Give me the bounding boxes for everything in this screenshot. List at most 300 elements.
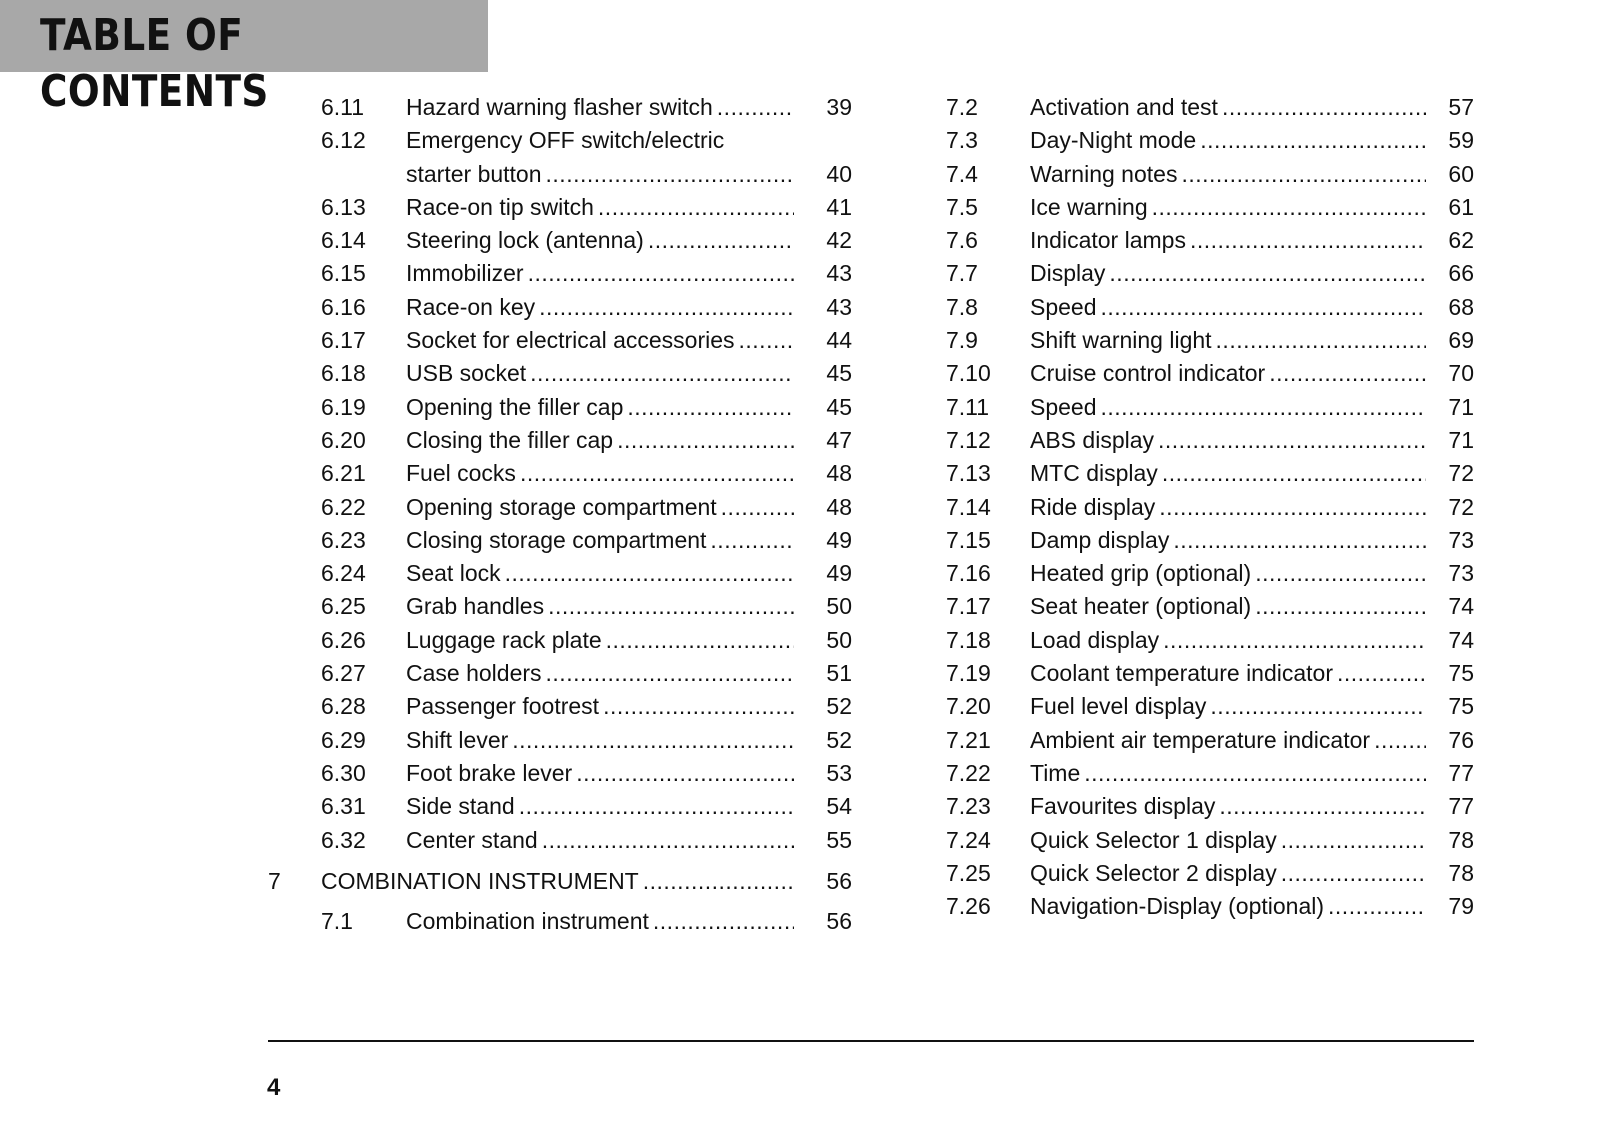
toc-page-number: 78	[1448, 826, 1474, 853]
toc-page-number: 75	[1448, 660, 1474, 687]
toc-page-number: 45	[826, 360, 852, 387]
toc-entry-title-wrap	[1030, 724, 1430, 757]
toc-entry-title-wrap	[406, 905, 798, 938]
toc-entry-number: 6.19	[321, 393, 366, 420]
toc-entry-number: 6.16	[321, 293, 366, 320]
toc-entry[interactable]	[268, 905, 852, 938]
toc-entry[interactable]	[946, 91, 1474, 124]
toc-entry-title-wrap	[406, 91, 798, 124]
toc-entry-title: Opening storage compartment	[406, 493, 717, 520]
toc-page-number: 74	[1448, 593, 1474, 620]
toc-page-number: 49	[826, 560, 852, 587]
toc-entry-title: Closing storage compartment	[406, 526, 707, 553]
toc-entry-number: 7.3	[946, 127, 978, 154]
toc-entry-title: Navigation-Display (optional)	[1030, 893, 1325, 920]
toc-entry[interactable]	[268, 391, 852, 424]
toc-entry-title-wrap	[1030, 890, 1430, 923]
toc-entry-number: 7.16	[946, 560, 991, 587]
toc-entry-title: Steering lock (antenna)	[406, 227, 644, 254]
toc-page-number: 48	[826, 493, 852, 520]
toc-entry-title-wrap	[406, 124, 798, 157]
toc-leader-dots	[1337, 657, 1426, 690]
toc-page-number: 71	[1448, 426, 1474, 453]
toc-page-number: 55	[826, 826, 852, 853]
toc-entry[interactable]	[946, 590, 1474, 623]
toc-entry[interactable]	[946, 657, 1474, 690]
toc-entry-title: Opening the filler cap	[406, 393, 624, 420]
toc-entry[interactable]	[946, 357, 1474, 390]
toc-entry-title-wrap	[1030, 124, 1430, 157]
toc-page-number: 59	[1448, 127, 1474, 154]
toc-leader-dots	[1084, 757, 1426, 790]
toc-entry-title: Socket for electrical accessories	[406, 327, 735, 354]
toc-entry-title-wrap	[1030, 324, 1430, 357]
toc-entry[interactable]	[268, 257, 852, 290]
toc-entry[interactable]	[946, 724, 1474, 757]
toc-entry[interactable]	[268, 790, 852, 823]
toc-page-number: 40	[826, 160, 852, 187]
toc-entry-number: 7.7	[946, 260, 978, 287]
toc-page-number: 60	[1448, 160, 1474, 187]
toc-entry[interactable]	[268, 357, 852, 390]
toc-entry-title: Hazard warning flasher switch	[406, 94, 713, 120]
toc-entry-title-wrap	[1030, 657, 1430, 690]
toc-entry-title: Coolant temperature indicator	[1030, 660, 1333, 687]
toc-entry-title-wrap	[406, 524, 798, 557]
toc-leader-dots	[546, 158, 794, 191]
toc-leader-dots	[1222, 91, 1426, 124]
toc-entry[interactable]	[268, 457, 852, 490]
toc-entry-number: 6.20	[321, 426, 366, 453]
toc-page-number: 41	[826, 193, 852, 220]
toc-leader-dots	[653, 905, 794, 938]
toc-entry-title-wrap	[406, 391, 798, 424]
toc-entry-title-wrap	[406, 824, 798, 857]
toc-entry-number: 6.30	[321, 759, 366, 786]
toc-page-number: 72	[1448, 460, 1474, 487]
toc-entry[interactable]	[946, 524, 1474, 557]
toc-entry[interactable]	[946, 557, 1474, 590]
toc-entry-title-wrap	[1030, 424, 1430, 457]
toc-entry-title-wrap	[1030, 690, 1430, 723]
toc-leader-dots	[512, 724, 794, 757]
toc-entry-title-wrap	[1030, 191, 1430, 224]
toc-entry[interactable]	[946, 790, 1474, 823]
toc-entry-title-wrap	[406, 657, 798, 690]
toc-leader-dots	[717, 91, 794, 124]
toc-entry-title-wrap	[406, 457, 798, 490]
toc-leader-dots	[1374, 724, 1426, 757]
toc-entry-title: Favourites display	[1030, 793, 1216, 820]
toc-entry[interactable]	[946, 857, 1474, 890]
toc-entry-title: Seat lock	[406, 560, 501, 587]
toc-leader-dots	[519, 790, 794, 823]
toc-page-number: 44	[826, 327, 852, 354]
toc-entry[interactable]	[268, 657, 852, 690]
toc-page-number: 52	[826, 726, 852, 753]
toc-leader-dots	[617, 424, 794, 457]
toc-entry-title: Ice warning	[1030, 193, 1148, 220]
toc-entry-title-wrap	[1030, 257, 1430, 290]
toc-entry-title: Ride display	[1030, 493, 1156, 520]
toc-entry[interactable]	[946, 124, 1474, 157]
toc-entry-title-wrap	[406, 257, 798, 290]
toc-page-number: 48	[826, 460, 852, 487]
toc-leader-dots	[603, 690, 794, 723]
toc-entry-title-wrap	[406, 158, 798, 191]
toc-entry-title: Quick Selector 1 display	[1030, 826, 1277, 853]
toc-entry[interactable]	[946, 757, 1474, 790]
toc-leader-dots	[1173, 524, 1426, 557]
toc-entry[interactable]	[268, 624, 852, 657]
toc-page-number: 71	[1448, 393, 1474, 420]
toc-entry[interactable]	[268, 524, 852, 557]
toc-leader-dots	[520, 457, 794, 490]
toc-leader-dots	[1181, 158, 1426, 191]
toc-entry-title: Combination instrument	[406, 907, 649, 934]
toc-entry-number: 7.26	[946, 893, 991, 920]
toc-entry-title: Warning notes	[1030, 160, 1178, 187]
toc-entry-number: 6.31	[321, 793, 366, 820]
toc-entry[interactable]	[946, 191, 1474, 224]
toc-entry-number: 6.13	[321, 193, 366, 220]
toc-entry-title: Foot brake lever	[406, 759, 573, 786]
toc-entry-title: Emergency OFF switch/electric	[406, 127, 725, 154]
toc-entry[interactable]	[946, 824, 1474, 857]
toc-leader-dots	[542, 824, 794, 857]
toc-entry-title-wrap	[1030, 524, 1430, 557]
toc-entry-number: 6.29	[321, 726, 366, 753]
toc-page-number: 56	[826, 907, 852, 934]
toc-entry-title-wrap	[1030, 557, 1430, 590]
toc-leader-dots	[1219, 790, 1426, 823]
toc-leader-dots	[627, 391, 794, 424]
toc-leader-dots	[1109, 257, 1426, 290]
toc-entry[interactable]	[268, 91, 852, 124]
toc-entry-title-wrap	[406, 790, 798, 823]
toc-entry[interactable]	[268, 590, 852, 623]
toc-page-number: 54	[826, 793, 852, 820]
toc-entry[interactable]	[268, 324, 852, 357]
toc-entry-title: Fuel level display	[1030, 693, 1207, 720]
toc-entry-title-wrap	[1030, 590, 1430, 623]
toc-entry-title-wrap	[406, 557, 798, 590]
toc-leader-dots	[1158, 424, 1426, 457]
toc-entry-title: starter button	[406, 160, 542, 187]
toc-page-number: 52	[826, 693, 852, 720]
toc-leader-dots	[1152, 191, 1426, 224]
toc-leader-dots	[1190, 224, 1426, 257]
toc-entry-title: Side stand	[406, 793, 515, 820]
toc-leader-dots	[643, 857, 794, 905]
toc-entry-number: 7.2	[946, 94, 978, 120]
toc-entry-title-wrap	[321, 857, 798, 905]
toc-entry-title: Grab handles	[406, 593, 545, 620]
toc-entry-title: MTC display	[1030, 460, 1158, 487]
toc-entry-title: Center stand	[406, 826, 538, 853]
toc-entry-number: 7.4	[946, 160, 978, 187]
toc-entry-title-wrap	[406, 690, 798, 723]
toc-leader-dots	[1159, 491, 1426, 524]
toc-entry-title-wrap	[1030, 491, 1430, 524]
toc-leader-dots	[505, 557, 794, 590]
toc-page-number: 66	[1448, 260, 1474, 287]
toc-entry-number: 7.14	[946, 493, 991, 520]
toc-leader-dots	[548, 590, 794, 623]
toc-leader-dots	[1101, 291, 1426, 324]
toc-entry-number: 7.11	[946, 393, 990, 420]
toc-leader-dots	[710, 524, 794, 557]
toc-entry-number: 6.24	[321, 560, 366, 587]
toc-entry-title-wrap	[406, 224, 798, 257]
toc-entry[interactable]	[268, 224, 852, 257]
toc-entry[interactable]	[946, 624, 1474, 657]
toc-entry-number: 6.23	[321, 526, 366, 553]
toc-entry-title: Case holders	[406, 660, 542, 687]
toc-leader-dots	[1269, 357, 1426, 390]
toc-entry-number: 7.19	[946, 660, 991, 687]
toc-entry[interactable]	[946, 424, 1474, 457]
toc-entry-title-wrap	[406, 324, 798, 357]
toc-entry-number: 6.27	[321, 660, 366, 687]
toc-leader-dots	[1101, 391, 1426, 424]
toc-entry-number: 7.9	[946, 327, 978, 354]
toc-entry-title-wrap	[406, 757, 798, 790]
toc-entry-title: Heated grip (optional)	[1030, 560, 1252, 587]
toc-leader-dots	[1281, 857, 1426, 890]
toc-entry-title: Day-Night mode	[1030, 127, 1197, 154]
toc-entry-title-wrap	[406, 724, 798, 757]
toc-entry[interactable]	[946, 224, 1474, 257]
toc-entry[interactable]	[946, 257, 1474, 290]
toc-entry-number: 7.1	[321, 907, 353, 934]
toc-entry-title: Speed	[1030, 293, 1097, 320]
toc-leader-dots	[721, 491, 794, 524]
toc-page-number: 42	[826, 227, 852, 254]
toc-entry-title: Speed	[1030, 393, 1097, 420]
toc-entry[interactable]	[946, 890, 1474, 923]
toc-entry[interactable]	[946, 324, 1474, 357]
toc-page-number: 47	[826, 426, 852, 453]
toc-leader-dots	[1255, 590, 1426, 623]
toc-page-number: 73	[1448, 560, 1474, 587]
toc-entry-title: Seat heater (optional)	[1030, 593, 1252, 620]
toc-entry-title: Shift lever	[406, 726, 509, 753]
toc-entry-number: 7	[268, 867, 281, 894]
footer-rule	[268, 1040, 1474, 1042]
toc-entry[interactable]	[268, 557, 852, 590]
toc-entry-title-wrap	[1030, 624, 1430, 657]
toc-entry-number: 6.14	[321, 227, 366, 254]
toc-page-number: 50	[826, 626, 852, 653]
toc-entry-number: 7.10	[946, 360, 991, 387]
toc-leader-dots	[1210, 690, 1426, 723]
toc-entry-number: 7.21	[946, 726, 991, 753]
toc-page-number: 45	[826, 393, 852, 420]
toc-entry-title: Load display	[1030, 626, 1160, 653]
toc-page-number: 50	[826, 593, 852, 620]
toc-entry-title-wrap	[1030, 291, 1430, 324]
toc-entry-number: 6.21	[321, 460, 366, 487]
toc-entry[interactable]	[268, 690, 852, 723]
toc-page-number: 39	[826, 94, 852, 120]
toc-entry-title-wrap	[1030, 391, 1430, 424]
toc-entry[interactable]	[268, 824, 852, 857]
toc-entry-title: Passenger footrest	[406, 693, 600, 720]
toc-entry-number: 6.15	[321, 260, 366, 287]
toc-entry-number: 7.13	[946, 460, 991, 487]
toc-entry-title-wrap	[1030, 224, 1430, 257]
toc-leader-dots	[546, 657, 794, 690]
toc-entry-number: 7.5	[946, 193, 978, 220]
toc-entry-number: 7.8	[946, 293, 978, 320]
toc-entry-title-wrap	[1030, 757, 1430, 790]
toc-entry-title-wrap	[1030, 457, 1430, 490]
toc-page-number: 77	[1448, 793, 1474, 820]
toc-leader-dots	[1162, 457, 1426, 490]
toc-leader-dots	[1281, 824, 1426, 857]
toc-entry-number: 7.20	[946, 693, 991, 720]
toc-entry-title: Display	[1030, 260, 1106, 287]
toc-right-column	[946, 91, 1474, 923]
toc-entry-number: 6.11	[321, 94, 365, 120]
toc-page-number: 62	[1448, 227, 1474, 254]
toc-entry-title: Cruise control indicator	[1030, 360, 1266, 387]
toc-page-number: 43	[826, 293, 852, 320]
toc-page-number: 76	[1448, 726, 1474, 753]
toc-entry-title-wrap	[406, 291, 798, 324]
toc-leader-dots	[1163, 624, 1426, 657]
toc-leader-dots	[1328, 890, 1426, 923]
toc-leader-dots	[606, 624, 794, 657]
toc-entry-number: 6.25	[321, 593, 366, 620]
toc-page-number: 57	[1448, 94, 1474, 120]
toc-entry[interactable]	[946, 457, 1474, 490]
toc-entry-title-wrap	[406, 424, 798, 457]
toc-entry-title-wrap	[1030, 357, 1430, 390]
toc-entry[interactable]	[268, 424, 852, 457]
toc-left-column	[268, 91, 852, 938]
toc-entry-title-wrap	[406, 191, 798, 224]
toc-entry[interactable]	[268, 191, 852, 224]
toc-entry-title: Immobilizer	[406, 260, 524, 287]
toc-entry[interactable]	[268, 124, 852, 157]
toc-entry[interactable]	[268, 724, 852, 757]
toc-entry[interactable]	[946, 491, 1474, 524]
toc-page-number: 51	[826, 660, 852, 687]
toc-entry-number: 6.22	[321, 493, 366, 520]
toc-entry-title: ABS display	[1030, 426, 1155, 453]
toc-page-number: 53	[826, 759, 852, 786]
toc-page-number: 70	[1448, 360, 1474, 387]
toc-entry-title: Ambient air temperature indicator	[1030, 726, 1371, 753]
toc-leader-dots	[1216, 324, 1426, 357]
toc-entry-title-wrap	[406, 624, 798, 657]
toc-entry-title: USB socket	[406, 360, 527, 387]
toc-entry-number: 7.25	[946, 859, 991, 886]
toc-entry[interactable]	[268, 757, 852, 790]
toc-entry-number: 7.15	[946, 526, 991, 553]
toc-entry-title-wrap	[1030, 790, 1430, 823]
toc-entry[interactable]	[268, 291, 852, 324]
toc-entry-title: Luggage rack plate	[406, 626, 602, 653]
toc-entry[interactable]	[946, 690, 1474, 723]
toc-page-number: 68	[1448, 293, 1474, 320]
toc-page-number: 69	[1448, 327, 1474, 354]
toc-entry[interactable]	[946, 291, 1474, 324]
toc-entry[interactable]	[946, 391, 1474, 424]
toc-entry-number: 7.23	[946, 793, 991, 820]
toc-entry-title: Quick Selector 2 display	[1030, 859, 1277, 886]
toc-leader-dots	[1200, 124, 1426, 157]
toc-entry-title: Damp display	[1030, 526, 1170, 553]
toc-leader-dots	[539, 291, 794, 324]
toc-entry-number: 7.17	[946, 593, 991, 620]
toc-entry-title: Closing the filler cap	[406, 426, 614, 453]
toc-page-number: 43	[826, 260, 852, 287]
toc-page-number: 72	[1448, 493, 1474, 520]
toc-entry[interactable]	[268, 491, 852, 524]
toc-page-number: 49	[826, 526, 852, 553]
toc-leader-dots	[576, 757, 794, 790]
toc-entry-number: 7.12	[946, 426, 991, 453]
toc-page-number: 61	[1448, 193, 1474, 220]
toc-entry-title-wrap	[406, 357, 798, 390]
toc-page-number: 56	[826, 867, 852, 894]
toc-entry-title: Time	[1030, 759, 1081, 786]
toc-entry-title: Race-on key	[406, 293, 536, 320]
toc-entry-title: Race-on tip switch	[406, 193, 594, 220]
toc-entry-number: 7.18	[946, 626, 991, 653]
toc-page-number: 77	[1448, 759, 1474, 786]
toc-entry-title: COMBINATION INSTRUMENT	[321, 867, 639, 894]
toc-page-number: 79	[1448, 893, 1474, 920]
toc-page-number: 75	[1448, 693, 1474, 720]
page-number: 4	[267, 1074, 281, 1101]
toc-page-number: 78	[1448, 859, 1474, 886]
toc-entry[interactable]	[946, 158, 1474, 191]
toc-leader-dots	[528, 257, 794, 290]
toc-leader-dots	[648, 224, 794, 257]
toc-entry-number: 7.6	[946, 227, 978, 254]
toc-entry-title-wrap	[1030, 91, 1430, 124]
toc-section-entry[interactable]	[268, 857, 852, 905]
toc-page-number: 74	[1448, 626, 1474, 653]
toc-entry-title: Indicator lamps	[1030, 227, 1186, 254]
toc-entry[interactable]	[268, 158, 852, 191]
toc-entry-title: Activation and test	[1030, 94, 1218, 120]
toc-entry-number: 6.18	[321, 360, 366, 387]
toc-entry-title-wrap	[1030, 824, 1430, 857]
toc-leader-dots	[530, 357, 794, 390]
toc-entry-title-wrap	[1030, 857, 1430, 890]
toc-leader-dots	[1255, 557, 1426, 590]
toc-entry-number: 6.26	[321, 626, 366, 653]
toc-entry-number: 7.24	[946, 826, 991, 853]
toc-entry-title-wrap	[406, 491, 798, 524]
toc-page-number: 73	[1448, 526, 1474, 553]
toc-entry-number: 6.28	[321, 693, 366, 720]
toc-entry-title: Shift warning light	[1030, 327, 1212, 354]
page-title: TABLE OF CONTENTS	[40, 10, 269, 117]
toc-entry-title: Fuel cocks	[406, 460, 516, 487]
toc-entry-number: 6.17	[321, 327, 366, 354]
toc-entry-number: 6.32	[321, 826, 366, 853]
toc-leader-dots	[739, 324, 794, 357]
toc-entry-title-wrap	[406, 590, 798, 623]
toc-leader-dots	[598, 191, 794, 224]
toc-entry-number: 6.12	[321, 127, 366, 154]
